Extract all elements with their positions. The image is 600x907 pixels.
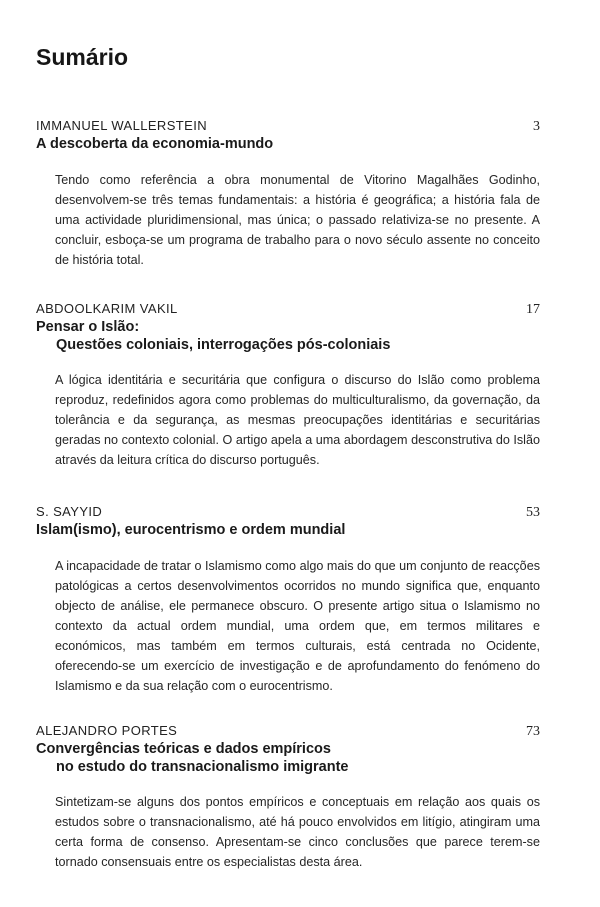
entry-page-number: 73 — [526, 724, 540, 739]
entry-title-main: Islam(ismo), eurocentrismo e ordem mundial — [36, 522, 346, 538]
entry-abstract: A incapacidade de tratar o Islamismo como algo mais do que um conjunto de reacções patológicas a certos desenvolvimentos ocorridos no mundo significa que, enquanto objecto de análise, ele permanece obscuro. O presente artigo situa o Islamismo no contexto da actual ordem mundial, uma ordem que, em termos militares e económicos, mas também em termos culturais, está centrada no Ocidente, oferecendo-se um exercício de investigação e de aprofundamento do fenómeno do Islamismo e da sua relação com o eurocentrismo. — [55, 559, 540, 693]
entry-subtitle: Questões coloniais, interrogações pós-coloniais — [56, 337, 391, 353]
entry-title — [36, 521, 540, 539]
entry-title — [36, 318, 540, 354]
entry-title-main: Pensar o Islão: — [36, 319, 140, 335]
entry-title — [36, 135, 540, 153]
entry-subtitle: no estudo do transnacionalismo imigrante — [56, 759, 349, 775]
entry-page-number: 3 — [533, 119, 540, 134]
entry-abstract: A lógica identitária e securitária que configura o discurso do Islão como problema reproduz, redefinidos agora como problemas do multiculturalismo, da governação, da tolerância e da segurança, as mesmas preocupações identitárias e securitárias geradas no contexto colonial. O artigo apela a uma abordagem desconstrutiva do Islão através da leitura crítica do discurso português. — [55, 373, 540, 467]
page-title: Sumário — [36, 44, 129, 70]
entry-title-main: A descoberta da economia-mundo — [36, 136, 274, 152]
entry-author: IMMANUEL WALLERSTEIN — [36, 118, 208, 133]
entry-title — [36, 740, 540, 776]
toc-entry — [36, 300, 540, 470]
entry-title-main: Convergências teóricas e dados empíricos — [36, 741, 331, 757]
entry-page-number: 53 — [526, 505, 540, 520]
entry-author: ABDOOLKARIM VAKIL — [36, 301, 178, 316]
toc-entry — [36, 117, 540, 270]
entry-abstract: Sintetizam-se alguns dos pontos empíricos e conceptuais em relação aos quais os estudos sobre o transnacionalismo, até há pouco envolvidos em litígio, atingiram uma certa forma de consenso. Apresentam-se cinco conclusões que parece terem-se tornado consensuais entre os especialistas desta área. — [55, 795, 540, 869]
entry-page-number: 17 — [526, 302, 540, 317]
toc-entry — [36, 503, 540, 696]
entry-abstract: Tendo como referência a obra monumental de Vitorino Magalhães Godinho, desenvolvem-se três temas fundamentais: a história é geográfica; a história fala de uma actividade pluridimensional, mas única; o passado relativiza-se no presente. A concluir, esboça-se um programa de trabalho para o novo século assente no conceito de história total. — [55, 173, 540, 267]
entry-author: S. SAYYID — [36, 504, 103, 519]
toc-entry — [36, 722, 540, 872]
entry-author: ALEJANDRO PORTES — [36, 723, 178, 738]
